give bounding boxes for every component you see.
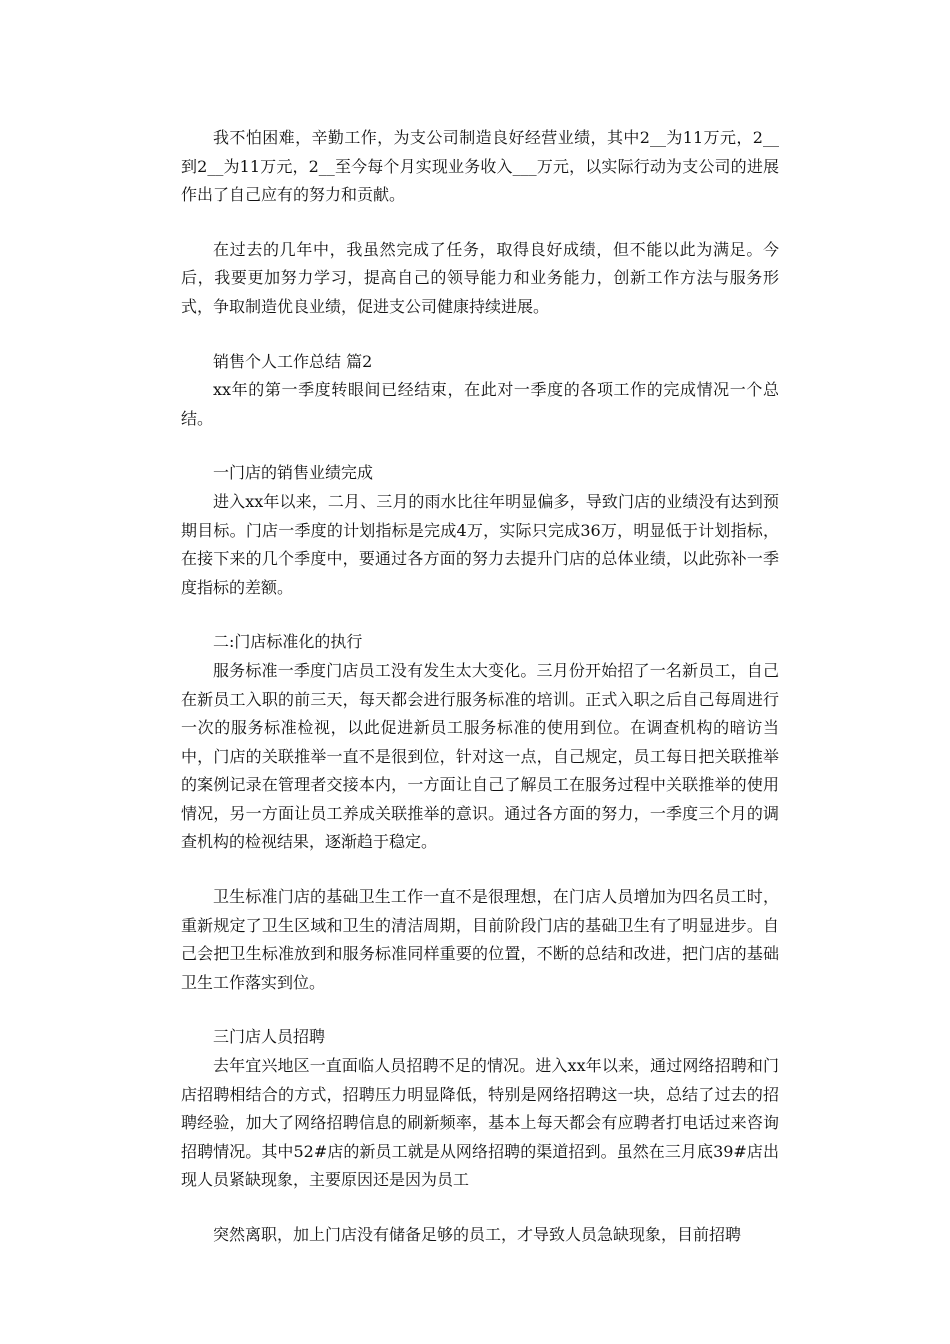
heading-standardization: 二:门店标准化的执行 xyxy=(213,632,363,652)
paragraph-service-standard: 服务标准一季度门店员工没有发生太大变化。三月份开始招了一名新员工，自己在新员工入职的前三天，每天都会进行服务标准的培训。正式入职之后自己每周进行一次的服务标准检视，以此促进新员工服务标准的使用到位。在调查机构的暗访当中，门店的关联推举一直不是很到位，针对这一点，自己规定，员工每日把关联推举的案例记录在管理者交接本内，一方面让自己了解员工在服务过程中关联推举的使用情况，另一方面让员工养成关联推举的意识。通过各方面的努力，一季度三个月的调查机构的检视结果，逐渐趋于稳定。 xyxy=(181,660,779,852)
paragraph-q1-intro: xx年的第一季度转眼间已经结束，在此对一季度的各项工作的完成情况一个总结。 xyxy=(181,380,779,428)
heading-sales-performance: 一门店的销售业绩完成 xyxy=(213,463,374,483)
paragraph-future-goals: 在过去的几年中，我虽然完成了任务，取得良好成绩，但不能以此为满足。今后，我要更加努力学习，提高自己的领导能力和业务能力，创新工作方法与服务形式，争取制造优良业绩，促进支公司健康持续进展。 xyxy=(181,239,779,316)
paragraph-sales-performance: 进入xx年以来，二月、三月的雨水比往年明显偏多，导致门店的业绩没有达到预期目标。门店一季度的计划指标是完成4万，实际只完成36万，明显低于计划指标，在接下来的几个季度中，要通过各方面的努力去提升门店的总体业绩，以此弥补一季度指标的差额。 xyxy=(181,491,779,597)
section-title-part-2: 销售个人工作总结 篇2 xyxy=(213,351,373,371)
paragraph-performance: 我不怕困难，辛勤工作，为支公司制造良好经营业绩，其中2__为11万元，2__到2__为11万元，2__至今每个月实现业务收入___万元，以实际行动为支公司的进展作出了自己应有的努力和贡献。 xyxy=(181,128,779,205)
document-page xyxy=(181,124,779,1250)
paragraph-recruitment: 去年宜兴地区一直面临人员招聘不足的情况。进入xx年以来，通过网络招聘和门店招聘相结合的方式，招聘压力明显降低，特别是网络招聘这一块，总结了过去的招聘经验，加大了网络招聘信息的刷新频率，基本上每天都会有应聘者打电话过来咨询招聘情况。其中52#店的新员工就是从网络招聘的渠道招到。虽然在三月底39#店出现人员紧缺现象，主要原因还是因为员工 xyxy=(181,1056,779,1190)
paragraph-staff-shortage: 突然离职，加上门店没有储备足够的员工，才导致人员急缺现象，目前招聘 xyxy=(213,1225,742,1244)
heading-recruitment: 三门店人员招聘 xyxy=(213,1027,326,1047)
paragraph-hygiene-standard: 卫生标准门店的基础卫生工作一直不是很理想，在门店人员增加为四名员工时，重新规定了卫生区域和卫生的清洁周期，目前阶段门店的基础卫生有了明显进步。自己会把卫生标准放到和服务标准同样重要的位置，不断的总结和改进，把门店的基础卫生工作落实到位。 xyxy=(181,887,779,992)
